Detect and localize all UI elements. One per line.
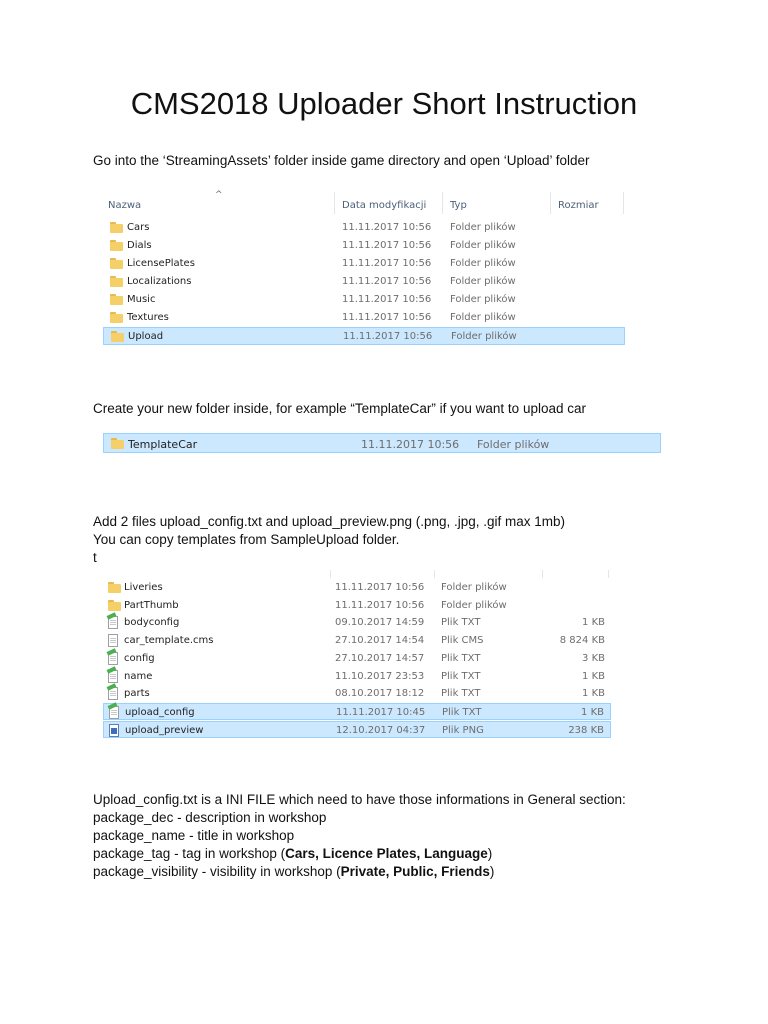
step3-line3: t — [93, 550, 97, 565]
explorer-templatecar — [103, 432, 661, 454]
file-name: Textures — [127, 312, 169, 323]
folder-icon — [110, 258, 123, 269]
file-size: 238 KB — [568, 724, 604, 736]
file-row[interactable] — [103, 579, 611, 596]
file-name: upload_config — [125, 706, 195, 718]
file-size: 1 KB — [582, 670, 605, 682]
info-line5-prefix: package_visibility - visibility in workshop ( — [93, 864, 341, 879]
file-name: TemplateCar — [128, 438, 198, 451]
column-header-size[interactable]: Rozmiar — [558, 200, 599, 211]
file-name: Liveries — [124, 582, 163, 593]
text-file-icon — [109, 706, 119, 719]
file-name: car_template.cms — [124, 635, 214, 647]
folder-icon — [110, 294, 123, 305]
file-name: Music — [127, 294, 156, 305]
column-divider[interactable] — [442, 192, 443, 214]
file-row[interactable] — [103, 237, 625, 255]
file-type: Folder plików — [450, 240, 516, 251]
folder-icon — [110, 222, 123, 233]
file-row[interactable] — [103, 703, 611, 720]
column-header-name[interactable]: Nazwa — [108, 200, 142, 211]
folder-icon — [110, 276, 123, 287]
file-date: 11.11.2017 10:45 — [336, 706, 426, 718]
info-line4-prefix: package_tag - tag in workshop ( — [93, 846, 286, 861]
file-row[interactable] — [103, 668, 611, 685]
file-type: Plik TXT — [441, 670, 481, 682]
folder-icon — [110, 240, 123, 251]
file-date: 09.10.2017 14:59 — [335, 617, 425, 629]
text-file-icon — [108, 652, 118, 665]
folder-icon — [111, 438, 124, 449]
step1-text: Go into the ‘StreamingAssets’ folder inside game directory and open ‘Upload’ folder — [93, 153, 590, 168]
step3-line1: Add 2 files upload_config.txt and upload_preview.png (.png, .jpg, .gif max 1mb) — [93, 514, 566, 529]
text-file-icon — [108, 616, 118, 629]
image-file-icon — [109, 724, 119, 737]
file-date: 11.11.2017 10:56 — [335, 582, 425, 593]
info-line3: package_name - title in workshop — [93, 828, 295, 843]
page-title: CMS2018 Uploader Short Instruction — [130, 86, 638, 121]
file-row[interactable] — [103, 650, 611, 667]
info-line5 — [93, 863, 494, 881]
file-name: upload_preview — [125, 724, 204, 736]
column-divider — [434, 570, 435, 578]
column-divider — [330, 570, 331, 578]
info-line4 — [93, 845, 492, 863]
file-type: Plik TXT — [441, 688, 481, 700]
file-name: PartThumb — [124, 599, 179, 611]
file-size: 3 KB — [582, 652, 605, 664]
file-row[interactable] — [103, 273, 625, 291]
file-size: 1 KB — [582, 688, 605, 700]
file-date: 11.11.2017 10:56 — [342, 240, 432, 251]
file-row[interactable] — [103, 614, 611, 631]
file-date: 11.11.2017 10:56 — [342, 222, 432, 233]
info-line2: package_dec - description in workshop — [93, 810, 327, 825]
sort-caret-icon: ^ — [215, 190, 223, 200]
file-type: Folder plików — [441, 582, 507, 593]
info-line1: Upload_config.txt is a INI FILE which need to have those informations in General section: — [93, 792, 626, 807]
file-type: Folder plików — [450, 276, 516, 287]
file-name: Dials — [127, 240, 152, 251]
step3-line2: You can copy templates from SampleUpload folder. — [93, 532, 400, 547]
folder-icon — [111, 331, 124, 342]
file-name: LicensePlates — [127, 258, 195, 269]
file-size: 1 KB — [581, 706, 604, 718]
info-line5-suffix: ) — [489, 864, 495, 879]
file-date: 27.10.2017 14:57 — [335, 652, 425, 664]
file-date: 11.11.2017 10:56 — [342, 276, 432, 287]
file-size: 1 KB — [582, 617, 605, 629]
column-divider[interactable] — [623, 192, 624, 214]
step2-text: Create your new folder inside, for example “TemplateCar” if you want to upload car — [93, 401, 586, 416]
file-date: 11.11.2017 10:56 — [335, 599, 425, 611]
info-line5-bold: Private, Public, Friends — [340, 864, 490, 879]
file-row[interactable] — [103, 685, 611, 702]
text-file-icon — [108, 687, 118, 700]
file-date: 11.11.2017 10:56 — [342, 312, 432, 323]
file-date: 11.11.2017 10:56 — [342, 294, 432, 305]
folder-icon — [108, 582, 121, 593]
file-date: 12.10.2017 04:37 — [336, 724, 426, 736]
file-date: 11.11.2017 10:56 — [361, 438, 460, 451]
file-name: Localizations — [127, 276, 192, 287]
column-divider[interactable] — [550, 192, 551, 214]
column-header-type[interactable]: Typ — [450, 200, 467, 211]
text-file-icon — [108, 670, 118, 683]
folder-icon — [110, 312, 123, 323]
file-type: Folder plików — [451, 331, 517, 342]
file-type: Plik TXT — [441, 617, 481, 629]
file-type: Folder plików — [450, 294, 516, 305]
column-divider[interactable] — [334, 192, 335, 214]
file-type: Folder plików — [450, 312, 516, 323]
column-header-date[interactable]: Data modyfikacji — [342, 200, 427, 211]
file-type: Folder plików — [450, 222, 516, 233]
info-line4-bold: Cars, Licence Plates, Language — [285, 846, 488, 861]
file-name: config — [124, 652, 155, 664]
file-name: parts — [124, 688, 150, 700]
file-row[interactable] — [103, 632, 611, 649]
file-name: Upload — [128, 331, 164, 342]
file-name: bodyconfig — [124, 617, 180, 629]
file-type: Plik CMS — [441, 635, 484, 647]
file-type: Plik TXT — [441, 652, 481, 664]
file-row[interactable] — [103, 219, 625, 237]
file-date: 08.10.2017 18:12 — [335, 688, 425, 700]
file-date: 11.10.2017 23:53 — [335, 670, 425, 682]
file-date: 27.10.2017 14:54 — [335, 635, 425, 647]
column-divider — [608, 570, 609, 578]
file-type: Plik PNG — [442, 724, 484, 736]
file-row[interactable] — [103, 291, 625, 309]
file-row[interactable] — [103, 597, 611, 614]
info-line4-suffix: ) — [487, 846, 493, 861]
column-divider — [542, 570, 543, 578]
file-type: Folder plików — [477, 438, 550, 451]
file-date: 11.11.2017 10:56 — [342, 258, 432, 269]
file-row-templatecar[interactable] — [103, 433, 661, 453]
file-type: Folder plików — [441, 599, 507, 611]
file-type: Plik TXT — [442, 706, 482, 718]
explorer-templatecar-contents — [103, 578, 611, 740]
file-row[interactable] — [103, 721, 611, 738]
explorer-upload-listing — [103, 190, 625, 350]
column-header-row — [103, 190, 625, 216]
file-date: 11.11.2017 10:56 — [343, 331, 433, 342]
file-row[interactable] — [103, 327, 625, 345]
file-size: 8 824 KB — [559, 635, 605, 647]
file-row[interactable] — [103, 309, 625, 327]
file-type: Folder plików — [450, 258, 516, 269]
file-row[interactable] — [103, 255, 625, 273]
file-name: Cars — [127, 222, 150, 233]
file-icon — [108, 634, 118, 647]
folder-icon — [108, 600, 121, 611]
file-name: name — [124, 670, 153, 682]
